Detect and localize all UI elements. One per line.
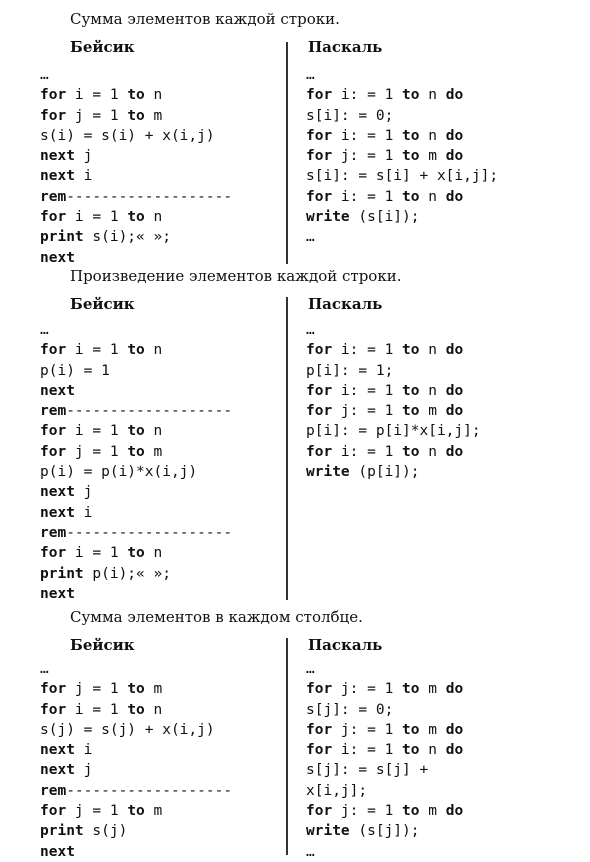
code-text: (p[i]);: [349, 464, 420, 481]
code-line: [306, 166, 498, 186]
column-divider: [286, 42, 288, 264]
code-line: [40, 584, 232, 604]
code-text: j = 1: [66, 107, 128, 124]
code-line: [40, 227, 232, 247]
code-line: [40, 679, 232, 699]
code-line: [306, 659, 463, 679]
code-keyword: print: [40, 823, 84, 840]
code-line: [40, 482, 232, 502]
code-keyword: write: [306, 464, 350, 481]
code-line: [40, 340, 232, 360]
code-keyword: for: [40, 701, 67, 718]
code-keyword: next: [40, 249, 75, 266]
code-text: s[i]: = 0;: [306, 107, 394, 124]
code-keyword: to: [127, 107, 145, 124]
code-line: [40, 85, 232, 105]
code-text: m: [144, 681, 163, 698]
code-keyword: to: [127, 545, 145, 562]
code-line: [306, 146, 498, 166]
code-line: [306, 85, 498, 105]
code-text: -------------------: [66, 188, 233, 205]
code-text: s[j]: = s[j] +: [306, 762, 429, 779]
code-text: i: = 1: [332, 127, 403, 144]
code-keyword: for: [306, 803, 333, 820]
code-text: m: [419, 803, 446, 820]
code-line: [306, 381, 481, 401]
code-text: n: [144, 423, 163, 440]
code-line: [40, 564, 232, 584]
code-line: [40, 166, 232, 186]
code-text: i: = 1: [332, 382, 403, 399]
code-text: j: [74, 484, 93, 501]
code-text: n: [419, 742, 446, 759]
code-keyword: to: [127, 342, 145, 359]
code-text: …: [40, 67, 49, 83]
code-keyword: do: [445, 382, 464, 399]
code-keyword: for: [306, 148, 333, 165]
code-text: m: [144, 443, 163, 460]
code-keyword: to: [402, 403, 420, 420]
code-keyword: to: [127, 803, 145, 820]
code-text: p[i]: = 1;: [306, 362, 394, 379]
code-line: [40, 720, 232, 740]
code-line: [40, 760, 232, 780]
code-keyword: for: [40, 681, 67, 698]
code-line: [306, 340, 481, 360]
code-text: s(i);« »;: [83, 229, 171, 246]
code-line: [306, 421, 481, 441]
pascal-code-block: [306, 320, 481, 482]
code-line: [40, 503, 232, 523]
code-keyword: for: [306, 188, 333, 205]
code-keyword: to: [402, 87, 420, 104]
code-line: [306, 65, 498, 85]
code-text: i: [74, 168, 93, 185]
code-keyword: for: [306, 87, 333, 104]
code-line: [40, 462, 232, 482]
code-keyword: rem: [40, 403, 67, 420]
code-text: n: [419, 127, 446, 144]
code-keyword: to: [402, 188, 420, 205]
code-line: [306, 126, 498, 146]
code-line: [40, 207, 232, 227]
code-keyword: for: [40, 443, 67, 460]
code-keyword: write: [306, 823, 350, 840]
code-keyword: do: [445, 127, 464, 144]
code-keyword: to: [402, 742, 420, 759]
code-text: n: [419, 382, 446, 399]
column-divider: [286, 297, 288, 600]
code-keyword: for: [306, 443, 333, 460]
code-text: …: [306, 661, 315, 677]
code-text: i: = 1: [332, 188, 403, 205]
code-keyword: rem: [40, 524, 67, 541]
code-keyword: rem: [40, 188, 67, 205]
code-text: …: [306, 67, 315, 83]
code-text: i = 1: [66, 423, 128, 440]
code-keyword: for: [306, 721, 333, 738]
code-text: n: [144, 342, 163, 359]
code-keyword: for: [306, 342, 333, 359]
code-keyword: for: [40, 342, 67, 359]
code-line: [306, 720, 463, 740]
code-text: j: = 1: [332, 681, 403, 698]
code-keyword: do: [445, 803, 464, 820]
code-line: [40, 801, 232, 821]
code-keyword: for: [306, 681, 333, 698]
code-line: [306, 679, 463, 699]
code-keyword: for: [306, 742, 333, 759]
code-line: [40, 442, 232, 462]
code-line: [306, 106, 498, 126]
code-keyword: for: [40, 209, 67, 226]
code-text: i = 1: [66, 545, 128, 562]
code-keyword: to: [402, 127, 420, 144]
basic-code-block: [40, 320, 232, 604]
code-text: i: = 1: [332, 342, 403, 359]
code-line: [40, 381, 232, 401]
code-text: s(j) = s(j) + x(i,j): [40, 721, 215, 738]
code-text: n: [144, 87, 163, 104]
code-keyword: do: [445, 742, 464, 759]
code-line: [306, 361, 481, 381]
basic-heading: Бейсик: [70, 636, 135, 654]
code-line: [40, 842, 232, 862]
code-text: i: = 1: [332, 87, 403, 104]
code-line: [40, 523, 232, 543]
code-keyword: to: [127, 681, 145, 698]
code-keyword: for: [40, 423, 67, 440]
code-line: [40, 401, 232, 421]
code-text: n: [144, 701, 163, 718]
code-text: j = 1: [66, 443, 128, 460]
code-text: i = 1: [66, 701, 128, 718]
code-text: j: [74, 762, 93, 779]
code-keyword: do: [445, 188, 464, 205]
code-text: m: [144, 107, 163, 124]
code-line: [40, 543, 232, 563]
code-text: i: = 1: [332, 443, 403, 460]
code-line: [40, 126, 232, 146]
code-keyword: next: [40, 168, 75, 185]
code-line: [306, 801, 463, 821]
code-keyword: do: [445, 87, 464, 104]
code-text: n: [419, 188, 446, 205]
code-keyword: for: [306, 403, 333, 420]
code-line: [306, 227, 498, 247]
code-line: [306, 401, 481, 421]
code-text: m: [419, 681, 446, 698]
basic-heading: Бейсик: [70, 295, 135, 313]
code-keyword: next: [40, 762, 75, 779]
section-title: Сумма элементов в каждом столбце.: [70, 608, 363, 626]
code-keyword: for: [306, 382, 333, 399]
code-keyword: to: [402, 443, 420, 460]
code-line: [40, 740, 232, 760]
code-text: j = 1: [66, 681, 128, 698]
code-line: [40, 821, 232, 841]
code-text: i = 1: [66, 342, 128, 359]
code-keyword: to: [127, 87, 145, 104]
code-line: [306, 462, 481, 482]
code-line: [306, 740, 463, 760]
code-keyword: to: [127, 701, 145, 718]
basic-code-block: [40, 659, 232, 862]
code-keyword: to: [402, 803, 420, 820]
code-text: n: [144, 545, 163, 562]
code-line: [306, 320, 481, 340]
code-text: n: [419, 342, 446, 359]
pascal-code-block: [306, 65, 498, 248]
code-keyword: to: [402, 148, 420, 165]
code-text: m: [419, 403, 446, 420]
code-text: n: [144, 209, 163, 226]
code-text: j: = 1: [332, 803, 403, 820]
code-keyword: next: [40, 843, 75, 860]
section-title: Произведение элементов каждой строки.: [70, 267, 402, 285]
code-line: [306, 187, 498, 207]
code-text: s[i]: = s[i] + x[i,j];: [306, 168, 499, 185]
code-keyword: print: [40, 229, 84, 246]
code-keyword: for: [306, 127, 333, 144]
code-line: [306, 442, 481, 462]
code-line: [40, 700, 232, 720]
code-keyword: next: [40, 742, 75, 759]
code-text: p(i);« »;: [83, 565, 171, 582]
code-keyword: next: [40, 382, 75, 399]
code-text: p(i) = p(i)*x(i,j): [40, 464, 198, 481]
code-keyword: for: [40, 87, 67, 104]
section-title: Сумма элементов каждой строки.: [70, 10, 340, 28]
code-keyword: for: [40, 803, 67, 820]
code-keyword: to: [127, 443, 145, 460]
pascal-heading: Паскаль: [308, 636, 383, 654]
code-text: s(j): [83, 823, 128, 840]
code-text: …: [306, 322, 315, 338]
code-keyword: rem: [40, 782, 67, 799]
code-keyword: next: [40, 484, 75, 501]
code-text: -------------------: [66, 524, 233, 541]
code-keyword: write: [306, 209, 350, 226]
code-line: [40, 187, 232, 207]
code-text: j: = 1: [332, 403, 403, 420]
code-keyword: to: [402, 681, 420, 698]
code-text: …: [306, 843, 315, 860]
code-text: j = 1: [66, 803, 128, 820]
code-keyword: for: [40, 107, 67, 124]
code-keyword: to: [127, 423, 145, 440]
code-text: n: [419, 443, 446, 460]
code-line: [306, 700, 463, 720]
code-line: [306, 207, 498, 227]
code-line: [306, 842, 463, 862]
code-text: m: [144, 803, 163, 820]
code-keyword: do: [445, 342, 464, 359]
code-text: i: [74, 742, 93, 759]
code-keyword: print: [40, 565, 84, 582]
basic-code-block: [40, 65, 232, 268]
code-text: …: [306, 229, 315, 246]
code-keyword: next: [40, 148, 75, 165]
code-keyword: to: [402, 382, 420, 399]
code-text: p[i]: = p[i]*x[i,j];: [306, 423, 481, 440]
column-divider: [286, 638, 288, 855]
code-text: m: [419, 148, 446, 165]
code-line: [40, 659, 232, 679]
code-line: [40, 65, 232, 85]
code-text: p(i) = 1: [40, 362, 110, 379]
code-text: j: = 1: [332, 148, 403, 165]
code-line: [306, 781, 463, 801]
code-text: …: [40, 322, 49, 338]
code-text: -------------------: [66, 403, 233, 420]
code-text: x[i,j];: [306, 782, 368, 799]
code-text: i: = 1: [332, 742, 403, 759]
code-text: (s[i]);: [349, 209, 420, 226]
code-keyword: do: [445, 721, 464, 738]
code-line: [306, 760, 463, 780]
code-text: s(i) = s(i) + x(i,j): [40, 127, 215, 144]
pascal-heading: Паскаль: [308, 295, 383, 313]
pascal-code-block: [306, 659, 463, 862]
code-text: m: [419, 721, 446, 738]
code-line: [40, 361, 232, 381]
code-line: [40, 421, 232, 441]
code-keyword: to: [127, 209, 145, 226]
code-text: i = 1: [66, 209, 128, 226]
code-text: (s[j]);: [349, 823, 420, 840]
pascal-heading: Паскаль: [308, 38, 383, 56]
basic-heading: Бейсик: [70, 38, 135, 56]
code-line: [40, 781, 232, 801]
code-keyword: next: [40, 585, 75, 602]
code-text: j: = 1: [332, 721, 403, 738]
code-keyword: next: [40, 504, 75, 521]
code-text: s[j]: = 0;: [306, 701, 394, 718]
code-keyword: do: [445, 148, 464, 165]
code-text: n: [419, 87, 446, 104]
code-keyword: do: [445, 403, 464, 420]
code-text: …: [40, 661, 49, 677]
code-line: [40, 248, 232, 268]
code-keyword: to: [402, 721, 420, 738]
code-keyword: to: [402, 342, 420, 359]
code-keyword: do: [445, 443, 464, 460]
code-text: j: [74, 148, 93, 165]
code-line: [40, 106, 232, 126]
code-line: [40, 320, 232, 340]
code-text: -------------------: [66, 782, 233, 799]
code-keyword: for: [40, 545, 67, 562]
code-line: [40, 146, 232, 166]
code-text: i: [74, 504, 93, 521]
code-line: [306, 821, 463, 841]
code-keyword: do: [445, 681, 464, 698]
code-text: i = 1: [66, 87, 128, 104]
